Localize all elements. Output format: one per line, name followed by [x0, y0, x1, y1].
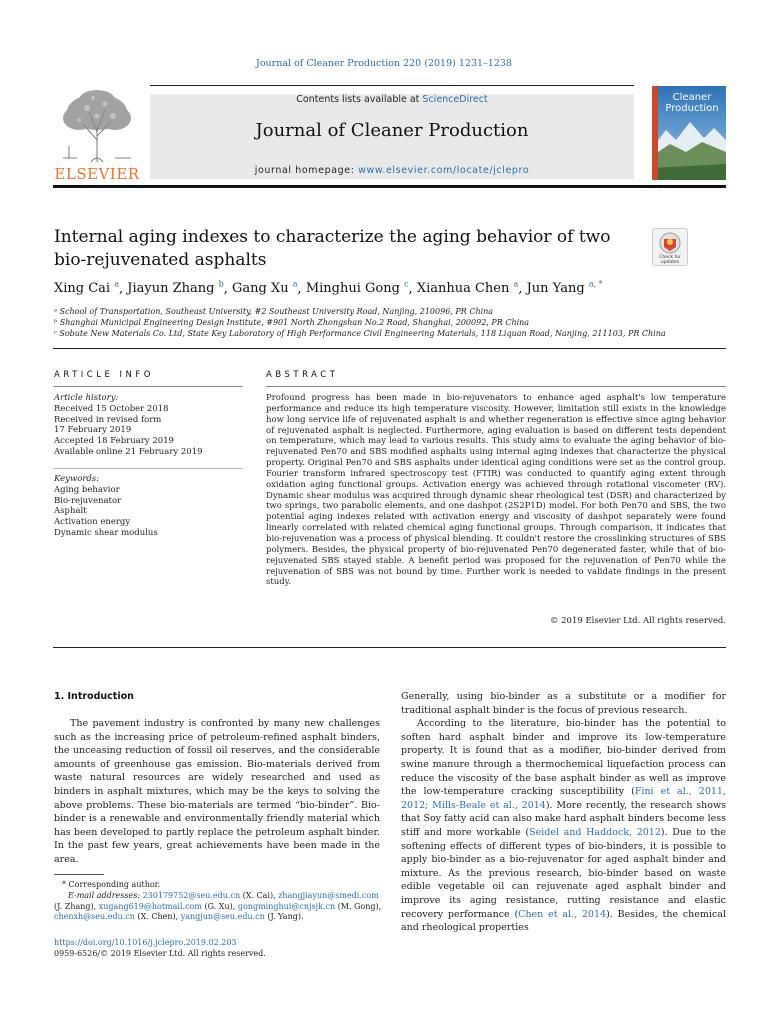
abstract-heading: ABSTRACT [266, 370, 339, 380]
citation-link[interactable]: Fini et al., 2011, 2012; Mills-Beale et al., 2014 [401, 786, 726, 811]
email-link[interactable]: xugang619@hotmail.com [98, 901, 202, 911]
abstract-text: Profound progress has been made in bio-rejuvenators to enhance aged asphalt's low temperature performance and reduce its high temperature viscosity. However, limitation still exists in the knowledge how long service life of rejuvenated asphalt is and whether regeneration is effective since aging behavior of rejuvenated asphalt is neglected. Furthermore, aging evaluation is based on different tests dependent on temperature, which may lead to various results. This study aims to evaluate the aging behavior of bio-rejuvenated Pen70 and SBS modified asphalts using internal aging indexes that characterize the physical property. Original Pen70 and SBS asphalts under identical aging conditions were set as the control group. Fourier transform infrared spectroscopy test (FTIR) was conducted to quantify aging extent through oxidation aging functional groups. Activation energy was achieved through rotational viscometer (RV). Dynamic shear modulus was acquired through dynamic shear rheological test (DSR) and characterized by two springs, two parabolic elements, and one dashpot (2S2P1D) model. For both Pen70 and SBS, the two potential aging indexes related with activation energy and viscosity of dashpot separately were found linearly correlated with related chemical aging functional groups. Through comparison, it indicates that bio-rejuvenation was a process of physical blending. It couldn't restore the crosslinking structures of SBS polymers. Besides, the physical property of bio-rejuvenated Pen70 degenerated faster, while that of bio-rejuvenated SBS stayed stable. A benefit period was proposed for the rejuvenation of Pen70 while the rejuvenation of SBS was not bound by time. Further work is needed to validate findings in the present study. [266, 393, 726, 588]
contents-line [150, 94, 634, 105]
keyword: Activation energy [54, 517, 131, 528]
keyword: Bio-rejuvenator [54, 495, 122, 506]
author[interactable]: Jun Yang $^{a, *}$ [526, 280, 603, 297]
author[interactable]: Minghui Gong $^c$ [305, 280, 409, 297]
check-updates-label: Check for updates [659, 255, 681, 265]
affiliation-a: ᵃ School of Transportation, Southeast University, #2 Southeast University Road, Nanjing, 210096, PR China [54, 307, 494, 316]
title-block-rule [53, 348, 726, 349]
article-info-rule [53, 386, 243, 387]
check-for-updates-button[interactable] [652, 228, 688, 266]
email-link[interactable]: chenxh@seu.edu.cn [54, 912, 135, 922]
intro-left-column [54, 717, 380, 867]
keywords-rule [53, 468, 243, 469]
intro-paragraph: The pavement industry is confronted by many new challenges such as the increasing price of petroleum-refined asphalt binders, the unceasing reduction of fossil oil reserves, and the considerable amounts of greenhouse gas emission. Bio-materials derived from waste natural resources are widely researched and used as binders in asphalt mixtures, which may be the keys to solving the above problems. These bio-materials are termed “bio-binder”. Bio-binder is a renewable and environmentally friendly material which has been developed to partly replace the petroleum asphalt binder. In the past few years, great achievements have been made in the area. [54, 718, 380, 865]
keyword: Aging behavior [54, 484, 120, 495]
author[interactable]: Xing Cai $^a$ [54, 280, 120, 297]
history-line: Received 15 October 2018 [54, 403, 169, 414]
homepage-link[interactable]: www.elsevier.com/locate/jclepro [358, 165, 530, 176]
email-link[interactable]: gongminghui@cnjsjk.cn [237, 901, 336, 911]
elsevier-wordmark: ELSEVIER [54, 165, 140, 183]
article-title: Internal aging indexes to characterize the aging behavior of two bio-rejuvenated asphalts [54, 227, 611, 270]
article-info-heading: ARTICLE INFO [54, 370, 154, 380]
history-label: Article history: [54, 393, 119, 403]
history-line: Received in revised form [54, 414, 162, 425]
email-link[interactable]: zhangjiayun@smedi.com [278, 890, 379, 900]
journal-homepage [150, 165, 634, 176]
doi-link[interactable]: https://doi.org/10.1016/j.jclepro.2019.02.203 [54, 938, 237, 947]
header-thick-rule [53, 185, 726, 188]
author[interactable]: Xianhua Chen $^a$ [416, 280, 519, 297]
intro-paragraph: Generally, using bio-binder as a substitute or a modifier for traditional asphalt binder is the focus of previous research. [401, 691, 726, 716]
author-list: Xing Cai $^a$, Jiayun Zhang $^b$, Gang Xu $^a$, Minghui Gong $^c$, Xianhua Chen $^a$, Jun Yang $^{a, *}$ [54, 280, 603, 297]
author[interactable]: Jiayun Zhang $^b$ [127, 280, 224, 297]
cover-title-line2: Production [665, 103, 719, 114]
journal-cover[interactable] [652, 86, 726, 180]
footnote-rule [54, 874, 104, 875]
intro-paragraph: According to the literature, bio-binder has the potential to soften hard asphalt binder and improve its low-temperature property. It is found that as a modifier, bio-binder derived from swine manure through a thermochemical liquefaction process can reduce the viscosity of the base asphalt binder as well as improve the low-temperature cracking susceptibility (Fini et al., 2011, 2012; Mills-Beale et al., 2014). More recently, the research shows that Soy fatty acid can also make hard asphalt binders become less stiff and more workable (Seidel and Haddock, 2012). Due to the softening effects of different types of bio-binders, it is possible to apply bio-binder as a bio-rejuvenator for aged asphalt binder and mixture. As the previous research, bio-binder based on waste edible vegetable oil can rejuvenate aged asphalt binder and improve its aging resistance, rutting resistance and elastic recovery performance (Chen et al., 2014). Besides, the chemical and rheological properties [401, 718, 726, 934]
keyword: Asphalt [54, 506, 87, 517]
cover-title-line1: Cleaner [672, 92, 712, 103]
affiliation-c: ᶜ Sobute New Materials Co. Ltd, State Key Laboratory of High Performance Civil Engineering Materials, 118 Liquan Road, Nanjing, 211103, PR China [54, 329, 666, 338]
email-link[interactable]: yangjun@seu.edu.cn [180, 912, 265, 922]
issn-line: 0959-6526/© 2019 Elsevier Ltd. All rights reserved. [54, 949, 266, 958]
intro-right-column [401, 690, 726, 935]
corresponding-footnote: * Corresponding author. E-mail addresses: 230179752@seu.edu.cn (X. Cai), zhangjiayun@smedi.com (J. Zhang), xugang619@hotmail.com (G. Xu), gongminghui@cnjsjk.cn (M. Gong), chenxh@seu.edu.cn (X. Chen), yangjun@seu.edu.cn (J. Yang). [54, 880, 382, 922]
sciencedirect-link[interactable]: ScienceDirect [422, 94, 488, 105]
email-link[interactable]: 230179752@seu.edu.cn [142, 890, 241, 900]
abstract-copyright: © 2019 Elsevier Ltd. All rights reserved. [549, 616, 726, 626]
article-history [54, 393, 244, 458]
corresponding-author: * Corresponding author. [62, 880, 161, 889]
keywords [54, 474, 244, 539]
journal-citation[interactable]: Journal of Cleaner Production 220 (2019) 1231–1238 [256, 58, 512, 69]
abstract-bottom-rule [53, 647, 726, 648]
homepage-prefix: journal homepage: [254, 165, 359, 176]
keywords-label: Keywords: [54, 474, 100, 484]
contents-prefix: Contents lists available at [296, 94, 423, 105]
journal-title: Journal of Cleaner Production [255, 120, 529, 141]
introduction-heading: 1. Introduction [54, 691, 134, 702]
header-top-rule [150, 85, 634, 86]
history-line: Available online 21 February 2019 [54, 446, 203, 457]
citation-link[interactable]: Chen et al., 2014 [518, 908, 607, 920]
history-line: 17 February 2019 [54, 425, 132, 436]
email-label: E-mail addresses: [68, 890, 141, 900]
keyword: Dynamic shear modulus [54, 527, 158, 538]
history-line: Accepted 18 February 2019 [54, 436, 174, 447]
abstract-rule [266, 386, 726, 387]
citation-link[interactable]: Seidel and Haddock, 2012 [529, 826, 661, 838]
author[interactable]: Gang Xu $^a$ [232, 280, 298, 297]
doi-block [54, 937, 384, 959]
affiliation-b: ᵇ Shanghai Municipal Engineering Design Institute, #901 North Zhongshan No.2 Road, Shanghai, 200092, PR China [54, 318, 530, 327]
